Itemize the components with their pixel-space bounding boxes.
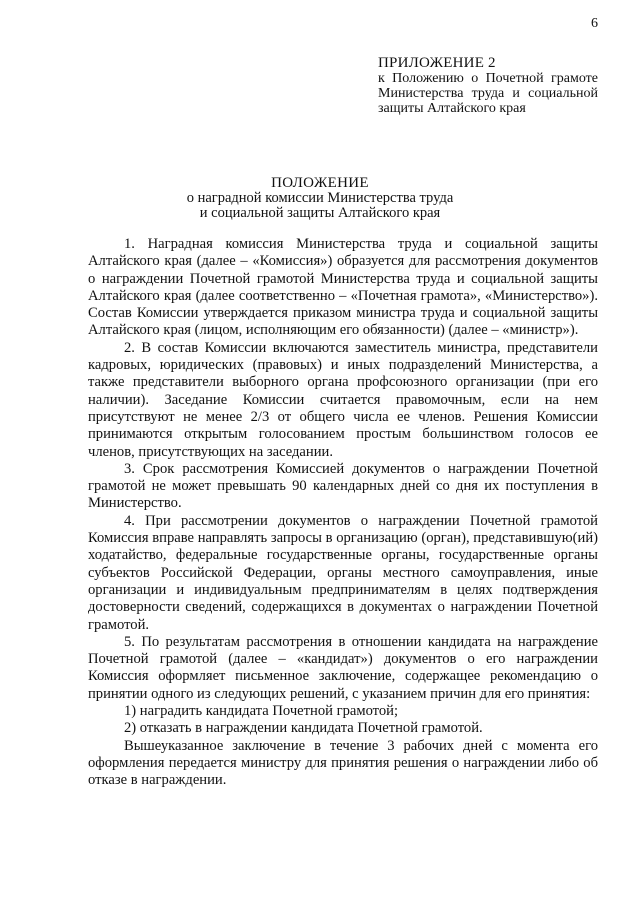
paragraph-2: 2. В состав Комиссии включаются заместитель министра, представители кадровых, юридических (правовых) и иных подразделений Министерства, а также представители выборного органа профсоюзного организации (при его наличии). Заседание Комиссии считается правомочным, если на нем присутствуют не менее 2/3 от общего числа ее членов. Решения Комиссии принимаются открытым голосованием простым большинством голосов ее членов, присутствующих на заседании. (88, 339, 598, 460)
appendix-title: ПРИЛОЖЕНИЕ 2 (378, 55, 496, 71)
appendix-text: к Положению о Почетной грамоте Министерства труда и социальной защиты Алтайского края (378, 71, 598, 116)
list-item-2: 2) отказать в награждении кандидата Почетной грамотой. (124, 720, 483, 737)
document-title-block (0, 176, 640, 221)
paragraph-3: 3. Срок рассмотрения Комиссией документов о награждении Почетной грамотой не может превышать 90 календарных дней со дня их поступления в Министерство. (88, 460, 598, 512)
document-heading: ПОЛОЖЕНИЕ (271, 175, 369, 191)
page-number: 6 (591, 16, 598, 31)
paragraph-4: 4. При рассмотрении документов о награждении Почетной грамотой Комиссия вправе направлять запросы в организацию (орган), представившую(ий) ходатайство, федеральные государственные органы, государственные органы субъектов Российской Федерации, органы местного самоуправления, иные организации и индивидуальным предпринимателям в целях подтверждения достоверности сведений, содержащихся в документах о награждении Почетной грамотой. (88, 512, 598, 633)
closing-paragraph: Вышеуказанное заключение в течение 3 рабочих дней с момента его оформления передается министру для принятия решения о награждении либо об отказе в награждении. (88, 737, 598, 789)
appendix-block (378, 56, 598, 116)
document-subtitle-line-1: о наградной комиссии Министерства труда (186, 190, 454, 206)
paragraph-1: 1. Наградная комиссия Министерства труда и социальной защиты Алтайского края (далее – «Комиссия») образуется для рассмотрения документов о награждении Почетной грамотой Министерства труда и социальной защиты Алтайского края (далее соответственно – «Почетная грамота», «Министерство»). Состав Комиссии утверждается приказом министра труда и социальной защиты Алтайского края (лицом, исполняющим его обязанности) (далее – «министр»). (88, 236, 598, 339)
paragraph-5: 5. По результатам рассмотрения в отношении кандидата на награждение Почетной грамотой (далее – «кандидат») документов о его награждении Комиссия оформляет письменное заключение, содержащее рекомендацию о принятии одного из следующих решений, с указанием причин для его принятия: (88, 633, 598, 702)
list-item-1: 1) наградить кандидата Почетной грамотой; (124, 703, 399, 720)
document-subtitle-line-2: и социальной защиты Алтайского края (199, 205, 441, 221)
document-body (88, 236, 598, 790)
